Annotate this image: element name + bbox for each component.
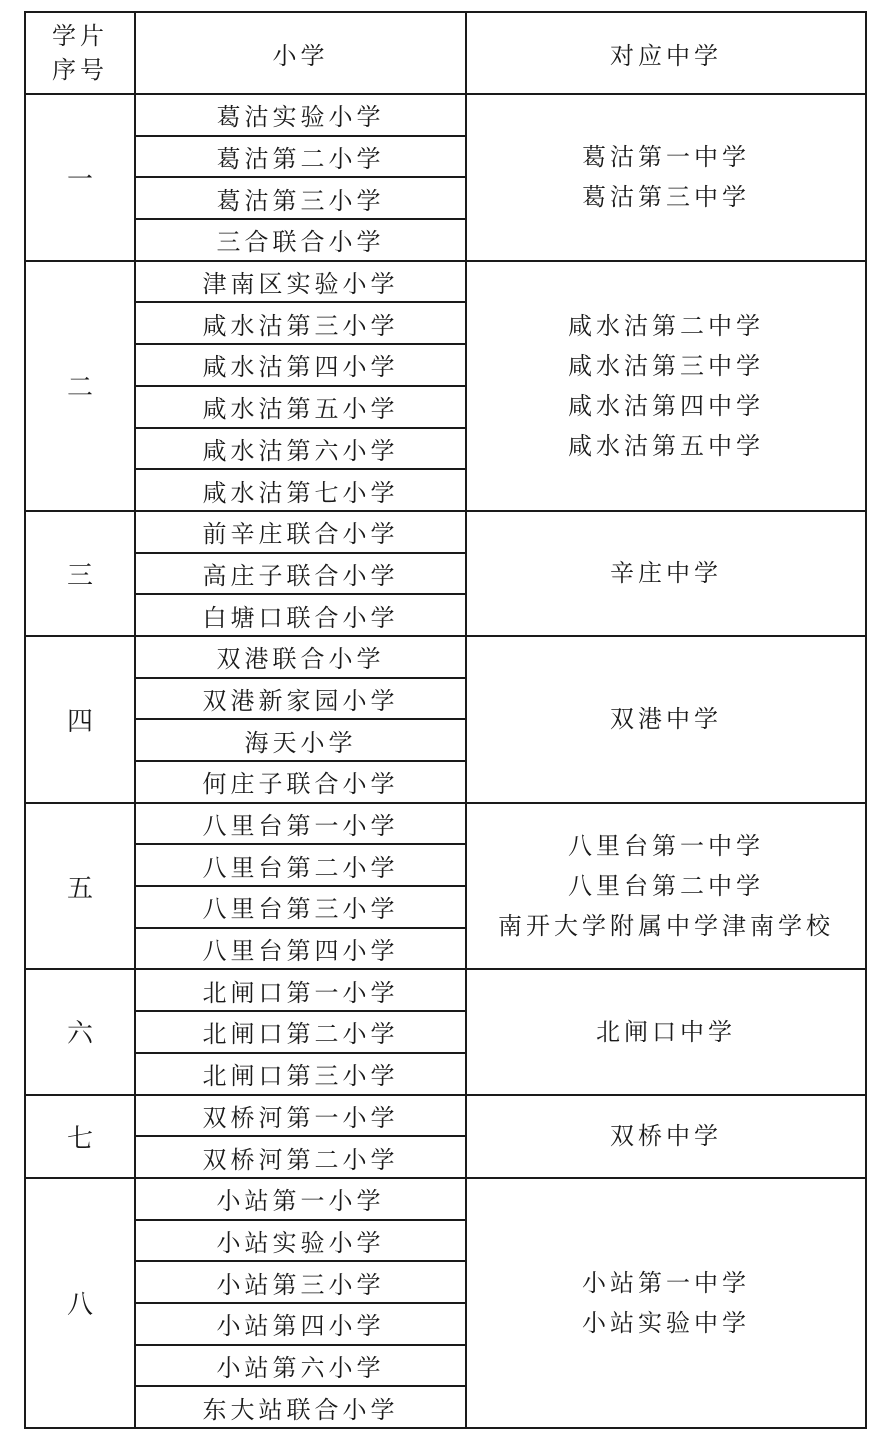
primary-school-cell: 葛沽第三小学	[135, 177, 466, 219]
middle-school-name: 双港中学	[610, 705, 722, 734]
primary-school-cell: 东大站联合小学	[135, 1386, 466, 1428]
middle-school-cell	[466, 803, 866, 970]
middle-school-name: 咸水沽第三中学	[568, 351, 764, 380]
primary-school-cell: 葛沽第二小学	[135, 136, 466, 178]
middle-school-cell	[466, 1095, 866, 1178]
middle-school-cell	[466, 261, 866, 511]
middle-school-name: 咸水沽第四中学	[568, 391, 764, 420]
primary-school-cell: 咸水沽第六小学	[135, 428, 466, 470]
table-body	[25, 94, 866, 1428]
middle-school-cell	[466, 1178, 866, 1428]
primary-school-cell: 八里台第四小学	[135, 928, 466, 970]
school-zone-document	[24, 11, 865, 1429]
header-zone-number	[25, 12, 135, 94]
primary-school-cell: 双港新家园小学	[135, 678, 466, 720]
zone-number-cell: 三	[25, 511, 135, 636]
primary-school-cell: 白塘口联合小学	[135, 594, 466, 636]
table-row	[25, 261, 866, 303]
primary-school-cell: 八里台第二小学	[135, 844, 466, 886]
primary-school-cell: 双桥河第二小学	[135, 1136, 466, 1178]
middle-school-name: 葛沽第三中学	[582, 183, 750, 212]
zone-number-cell: 一	[25, 94, 135, 261]
middle-school-name: 北闸口中学	[596, 1017, 736, 1046]
primary-school-cell: 双港联合小学	[135, 636, 466, 678]
middle-school-name: 双桥中学	[610, 1122, 722, 1151]
school-zone-table	[24, 11, 867, 1429]
primary-school-cell: 咸水沽第三小学	[135, 302, 466, 344]
middle-school-cell	[466, 94, 866, 261]
middle-school-name: 八里台第一中学	[568, 832, 764, 861]
middle-school-name: 辛庄中学	[610, 559, 722, 588]
table-row	[25, 636, 866, 678]
middle-school-name: 葛沽第一中学	[582, 143, 750, 172]
primary-school-cell: 何庄子联合小学	[135, 761, 466, 803]
zone-number-cell: 八	[25, 1178, 135, 1428]
table-row	[25, 969, 866, 1011]
middle-school-name: 八里台第二中学	[568, 872, 764, 901]
primary-school-cell: 小站第四小学	[135, 1303, 466, 1345]
primary-school-cell: 咸水沽第五小学	[135, 386, 466, 428]
primary-school-cell: 双桥河第一小学	[135, 1095, 466, 1137]
primary-school-cell: 北闸口第二小学	[135, 1011, 466, 1053]
zone-number-cell: 四	[25, 636, 135, 803]
primary-school-cell: 小站第三小学	[135, 1261, 466, 1303]
primary-school-cell: 八里台第一小学	[135, 803, 466, 845]
primary-school-cell: 北闸口第三小学	[135, 1053, 466, 1095]
table-row	[25, 511, 866, 553]
primary-school-cell: 津南区实验小学	[135, 261, 466, 303]
zone-number-cell: 五	[25, 803, 135, 970]
middle-school-cell	[466, 969, 866, 1094]
header-primary-school: 小学	[135, 12, 466, 94]
zone-number-cell: 七	[25, 1095, 135, 1178]
table-header-row	[25, 12, 866, 94]
zone-number-cell: 六	[25, 969, 135, 1094]
primary-school-cell: 前辛庄联合小学	[135, 511, 466, 553]
primary-school-cell: 小站实验小学	[135, 1220, 466, 1262]
table-row	[25, 94, 866, 136]
primary-school-cell: 咸水沽第七小学	[135, 469, 466, 511]
primary-school-cell: 葛沽实验小学	[135, 94, 466, 136]
middle-school-name: 小站第一中学	[582, 1268, 750, 1297]
middle-school-cell	[466, 636, 866, 803]
table-row	[25, 803, 866, 845]
primary-school-cell: 海天小学	[135, 719, 466, 761]
middle-school-name: 南开大学附属中学津南学校	[498, 912, 834, 941]
zone-number-cell: 二	[25, 261, 135, 511]
primary-school-cell: 北闸口第一小学	[135, 969, 466, 1011]
primary-school-cell: 三合联合小学	[135, 219, 466, 261]
primary-school-cell: 咸水沽第四小学	[135, 344, 466, 386]
middle-school-name: 咸水沽第五中学	[568, 431, 764, 460]
header-zone-number-line2: 序号	[52, 56, 108, 84]
table-row	[25, 1095, 866, 1137]
primary-school-cell: 八里台第三小学	[135, 886, 466, 928]
table-row	[25, 1178, 866, 1220]
primary-school-cell: 小站第一小学	[135, 1178, 466, 1220]
middle-school-name: 咸水沽第二中学	[568, 311, 764, 340]
header-middle-school: 对应中学	[466, 12, 866, 94]
primary-school-cell: 小站第六小学	[135, 1345, 466, 1387]
header-zone-number-line1: 学片	[52, 22, 108, 50]
middle-school-cell	[466, 511, 866, 636]
middle-school-name: 小站实验中学	[582, 1308, 750, 1337]
primary-school-cell: 高庄子联合小学	[135, 553, 466, 595]
